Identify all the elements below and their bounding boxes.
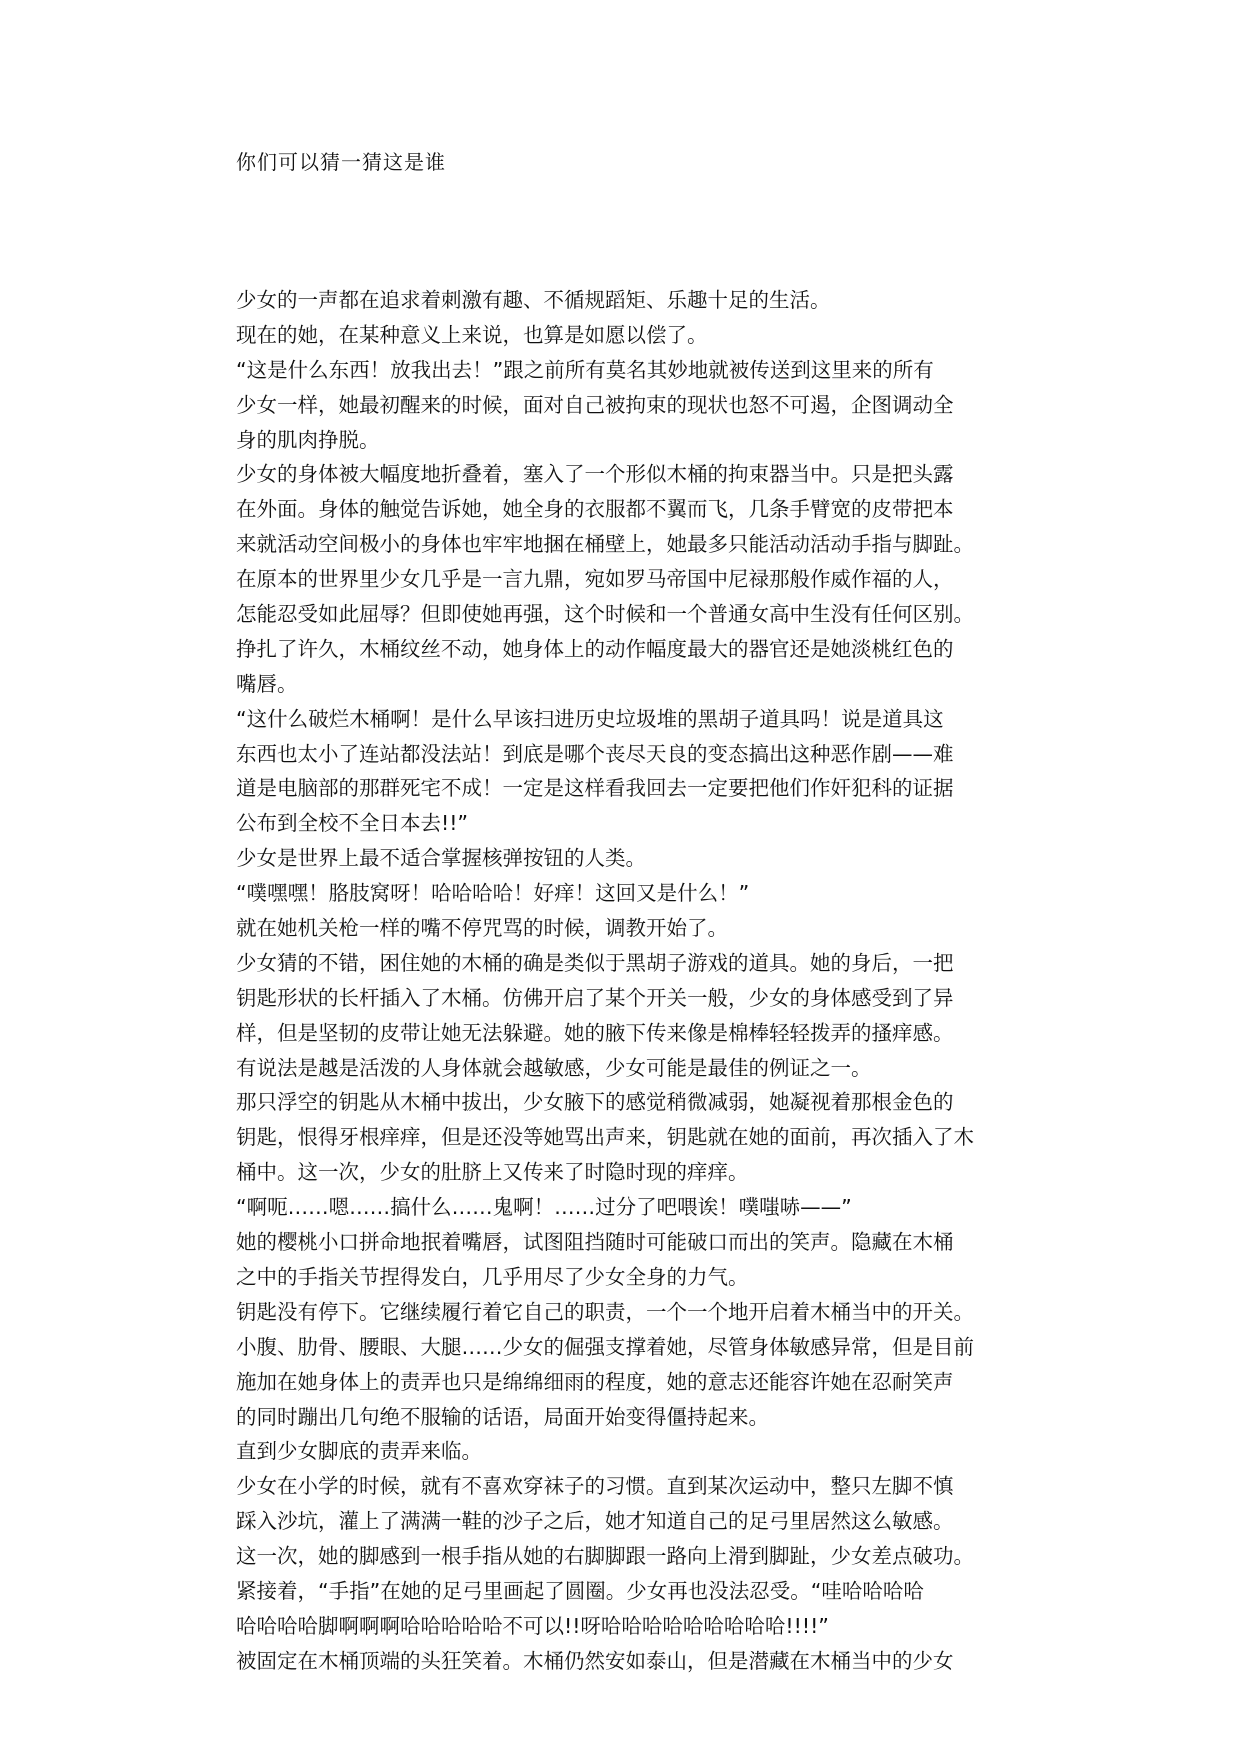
text-line: 少女是世界上最不适合掌握核弹按钮的人类。 — [236, 846, 646, 871]
text-line: 在原本的世界里少女几乎是一言九鼎，宛如罗马帝国中尼禄那般作威作福的人， — [236, 567, 954, 592]
text-line: 现在的她，在某种意义上来说，也算是如愿以偿了。 — [236, 322, 708, 347]
text-line: 道是电脑部的那群死宅不成！一定是这样看我回去一定要把他们作奸犯科的证据 — [236, 776, 954, 801]
text-line: “啊呃……嗯……搞什么……鬼啊！……过分了吧喂诶！噗嗤哧——” — [236, 1195, 852, 1220]
text-line: 那只浮空的钥匙从木桶中拔出，少女腋下的感觉稍微减弱，她凝视着那根金色的 — [236, 1090, 954, 1115]
text-line: 被固定在木桶顶端的头狂笑着。木桶仍然安如泰山，但是潜藏在木桶当中的少女 — [236, 1648, 954, 1673]
text-line: 施加在她身体上的责弄也只是绵绵细雨的程度，她的意志还能容许她在忍耐笑声 — [236, 1369, 954, 1394]
text-line: 少女的身体被大幅度地折叠着，塞入了一个形似木桶的拘束器当中。只是把头露 — [236, 462, 954, 487]
text-line: 踩入沙坑，灌上了满满一鞋的沙子之后，她才知道自己的足弓里居然这么敏感。 — [236, 1509, 954, 1534]
text-line: 来就活动空间极小的身体也牢牢地捆在桶壁上，她最多只能活动活动手指与脚趾。 — [236, 532, 974, 557]
text-line: 少女一样，她最初醒来的时候，面对自己被拘束的现状也怒不可遏，企图调动全 — [236, 392, 954, 417]
text-line: “噗嘿嘿！胳肢窝呀！哈哈哈哈！好痒！这回又是什么！” — [236, 881, 750, 906]
text-line: 钥匙没有停下。它继续履行着它自己的职责，一个一个地开启着木桶当中的开关。 — [236, 1299, 974, 1324]
text-line: 钥匙，恨得牙根痒痒，但是还没等她骂出声来，钥匙就在她的面前，再次插入了木 — [236, 1125, 974, 1150]
text-line: 在外面。身体的触觉告诉她，她全身的衣服都不翼而飞，几条手臂宽的皮带把本 — [236, 497, 954, 522]
text-line: 挣扎了许久，木桶纹丝不动，她身体上的动作幅度最大的器官还是她淡桃红色的 — [236, 636, 954, 661]
text-line: 她的樱桃小口拼命地抿着嘴唇，试图阻挡随时可能破口而出的笑声。隐藏在木桶 — [236, 1230, 954, 1255]
text-line: 的同时蹦出几句绝不服输的话语，局面开始变得僵持起来。 — [236, 1404, 769, 1429]
text-line: 身的肌肉挣脱。 — [236, 427, 380, 452]
text-line: 这一次，她的脚感到一根手指从她的右脚脚跟一路向上滑到脚趾，少女差点破功。 — [236, 1544, 974, 1569]
text-line: 样，但是坚韧的皮带让她无法躲避。她的腋下传来像是棉棒轻轻拨弄的搔痒感。 — [236, 1020, 954, 1045]
text-line: 嘴唇。 — [236, 671, 298, 696]
text-line: 少女的一声都在追求着刺激有趣、不循规蹈矩、乐趣十足的生活。 — [236, 288, 831, 312]
text-line: 钥匙形状的长杆插入了木桶。仿佛开启了某个开关一般，少女的身体感受到了异 — [236, 985, 954, 1010]
text-line: 东西也太小了连站都没法站！到底是哪个丧尽天良的变态搞出这种恶作剧——难 — [236, 741, 954, 766]
text-line: 之中的手指关节捏得发白，几乎用尽了少女全身的力气。 — [236, 1264, 749, 1289]
story-body — [236, 283, 1016, 1679]
document-title: 你们可以猜一猜这是谁 — [236, 150, 446, 174]
text-line: 小腹、肋骨、腰眼、大腿……少女的倔强支撑着她，尽管身体敏感异常，但是目前 — [236, 1334, 974, 1359]
text-line: 少女猜的不错，困住她的木桶的确是类似于黑胡子游戏的道具。她的身后，一把 — [236, 950, 954, 975]
text-line: “这什么破烂木桶啊！是什么早该扫进历史垃圾堆的黑胡子道具吗！说是道具这 — [236, 706, 944, 731]
text-line: 怎能忍受如此屈辱？但即使她再强，这个时候和一个普通女高中生没有任何区别。 — [236, 602, 974, 627]
text-line: 公布到全校不全日本去!!” — [236, 811, 469, 836]
text-line: 紧接着，“手指”在她的足弓里画起了圆圈。少女再也没法忍受。“哇哈哈哈哈 — [236, 1578, 924, 1603]
text-line: 哈哈哈哈脚啊啊啊哈哈哈哈哈不可以!!呀哈哈哈哈哈哈哈哈哈!!!!” — [236, 1613, 829, 1638]
text-line: 有说法是越是活泼的人身体就会越敏感，少女可能是最佳的例证之一。 — [236, 1055, 872, 1080]
text-line: “这是什么东西！放我出去！”跟之前所有莫名其妙地就被传送到这里来的所有 — [236, 357, 934, 382]
text-line: 就在她机关枪一样的嘴不停咒骂的时候，调教开始了。 — [236, 916, 728, 941]
text-line: 桶中。这一次，少女的肚脐上又传来了时隐时现的痒痒。 — [236, 1160, 749, 1185]
text-line: 直到少女脚底的责弄来临。 — [236, 1439, 482, 1464]
text-line: 少女在小学的时候，就有不喜欢穿袜子的习惯。直到某次运动中，整只左脚不慎 — [236, 1474, 954, 1499]
